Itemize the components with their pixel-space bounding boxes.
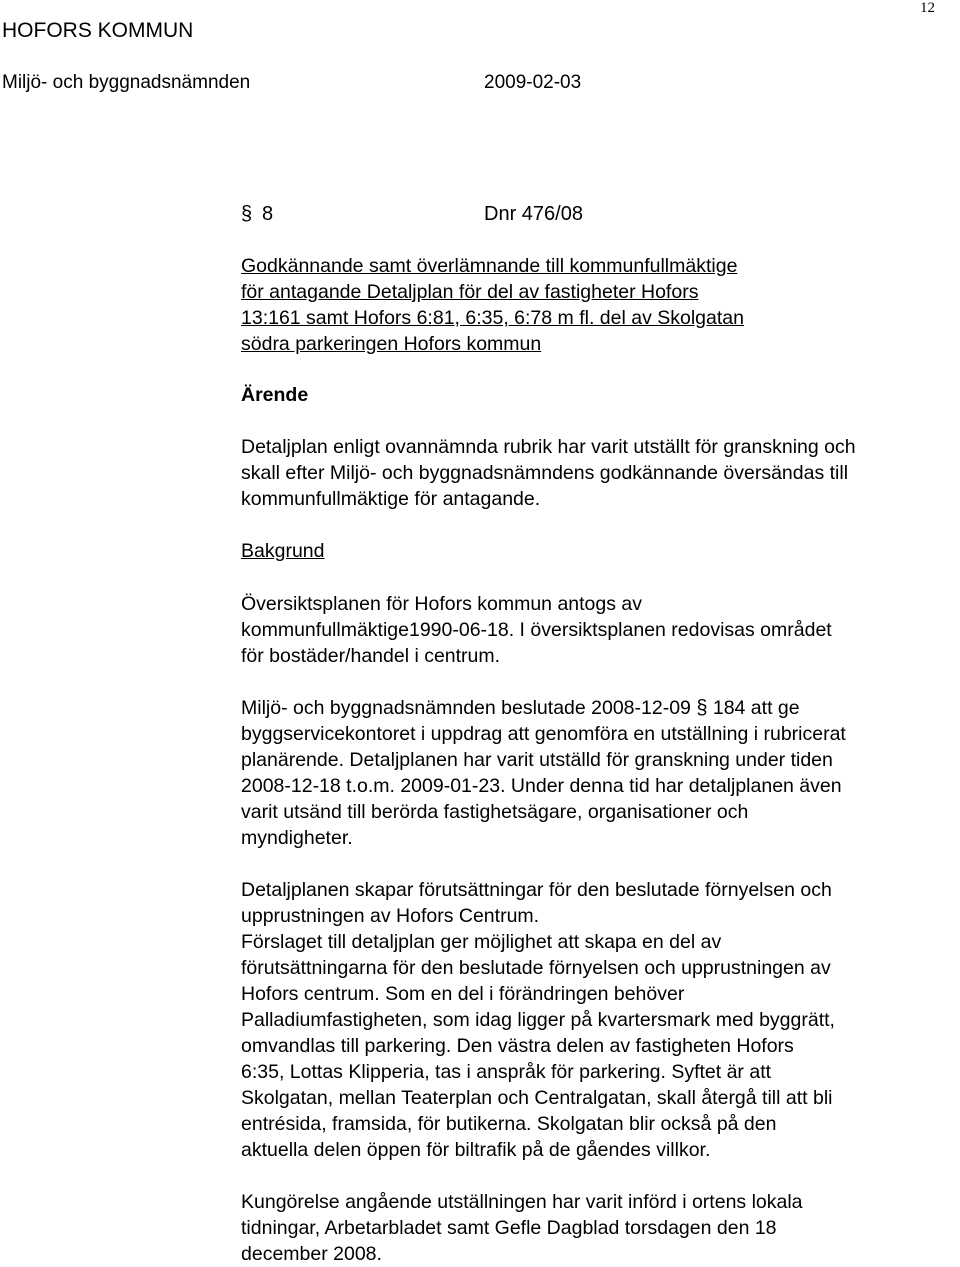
text-segment: Miljö- och byggnadsnämnden beslutade 2008-12-09 (241, 697, 697, 719)
subject-line: 13:161 samt Hofors 6:81, 6:35, 6:78 m fl. del av Skolgatan (241, 307, 744, 329)
text-line: upprustningen av Hofors Centrum. (241, 905, 540, 927)
paragraph-symbol: § (241, 203, 253, 225)
text-line: Kungörelse angående utställningen har varit införd i ortens lokala (241, 1191, 803, 1213)
text-line: Detaljplan enligt ovannämnda rubrik har varit utställt för granskning och (241, 436, 856, 458)
text-line: entrésida, framsida, för butikerna. Skolgatan blir också på den (241, 1113, 777, 1135)
text-line: omvandlas till parkering. Den västra delen av fastigheten Hofors (241, 1035, 794, 1057)
arende-paragraph (241, 434, 856, 512)
subject-title (241, 253, 744, 357)
text-line: förutsättningarna för den beslutade förnyelsen och upprustningen av (241, 957, 831, 979)
text-line: aktuella delen öppen för biltrafik på de gåendes villkor. (241, 1139, 711, 1161)
text-segment: 184 att ge (707, 697, 800, 719)
text-line: Skolgatan, mellan Teaterplan och Centralgatan, skall återgå till att bli (241, 1087, 833, 1109)
text-line: december 2008. (241, 1243, 382, 1265)
heading-arende: Ärende (241, 384, 309, 406)
text-line: varit utsänd till berörda fastighetsägare, organisationer och (241, 801, 749, 823)
text-line: planärende. Detaljplanen har varit utställd för granskning under tiden (241, 749, 833, 771)
page-number: 12 (920, 0, 935, 16)
paragraph-symbol-inline: § (696, 697, 708, 719)
text-line: Översiktsplanen för Hofors kommun antogs av (241, 593, 643, 615)
subject-line: Godkännande samt överlämnande till kommunfullmäktige (241, 255, 738, 277)
heading-bakgrund: Bakgrund (241, 540, 325, 562)
subject-line: för antagande Detaljplan för del av fastigheter Hofors (241, 281, 699, 303)
text-line: byggservicekontoret i uppdrag att genomföra en utställning i rubricerat (241, 723, 846, 745)
committee-name: Miljö- och byggnadsnämnden (2, 72, 251, 93)
text-line: Palladiumfastigheten, som idag ligger på kvartersmark med byggrätt, (241, 1009, 835, 1031)
text-line (241, 695, 846, 721)
meeting-date: 2009-02-03 (484, 72, 582, 93)
diary-number: Dnr 476/08 (484, 203, 583, 225)
text-line: tidningar, Arbetarbladet samt Gefle Dagblad torsdagen den 18 (241, 1217, 777, 1239)
text-line: Detaljplanen skapar förutsättningar för den beslutade förnyelsen och (241, 879, 832, 901)
organization-name: HOFORS KOMMUN (2, 19, 194, 42)
bakgrund-paragraph-2 (241, 695, 846, 851)
text-line: Hofors centrum. Som en del i förändringen behöver (241, 983, 685, 1005)
bakgrund-paragraph-4 (241, 1189, 803, 1267)
text-line: kommunfullmäktige1990-06-18. I översiktsplanen redovisas området (241, 619, 832, 641)
text-line: myndigheter. (241, 827, 353, 849)
text-line: 6:35, Lottas Klipperia, tas i anspråk för parkering. Syftet är att (241, 1061, 772, 1083)
text-line: skall efter Miljö- och byggnadsnämndens godkännande översändas till (241, 462, 849, 484)
bakgrund-paragraph-1 (241, 591, 832, 669)
text-line: kommunfullmäktige för antagande. (241, 488, 541, 510)
text-line: Förslaget till detaljplan ger möjlighet att skapa en del av (241, 931, 722, 953)
paragraph-number: 8 (262, 203, 274, 225)
subject-line: södra parkeringen Hofors kommun (241, 333, 542, 355)
bakgrund-paragraph-3 (241, 877, 835, 1163)
text-line: för bostäder/handel i centrum. (241, 645, 501, 667)
text-line: 2008-12-18 t.o.m. 2009-01-23. Under denna tid har detaljplanen även (241, 775, 842, 797)
